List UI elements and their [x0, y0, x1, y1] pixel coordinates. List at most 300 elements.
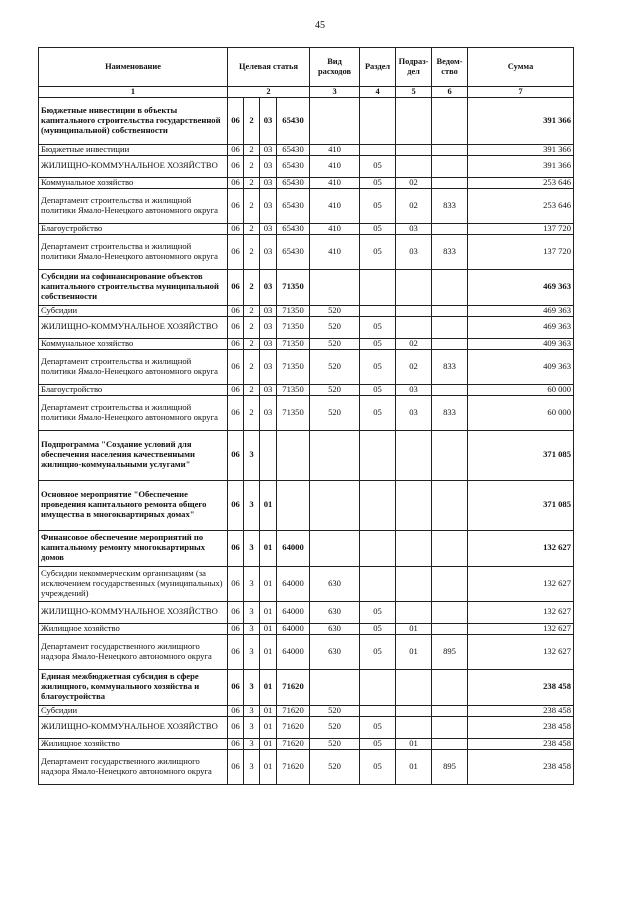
department-cell	[432, 430, 468, 480]
subsection-cell: 03	[396, 234, 432, 269]
row-name-cell: Благоустройство	[39, 223, 228, 234]
row-name-cell: Департамент государственного жилищного надзора Ямало-Ненецкого автономного округа	[39, 749, 228, 784]
sum-cell: 137 720	[468, 234, 574, 269]
row-name-cell: Департамент строительства и жилищной политики Ямало-Ненецкого автономного округа	[39, 188, 228, 223]
target-code-event-cell: 03	[260, 305, 277, 316]
sum-cell: 371 085	[468, 480, 574, 530]
department-cell	[432, 155, 468, 177]
target-code-subprogram-cell: 3	[244, 430, 260, 480]
target-code-program-cell: 06	[228, 716, 244, 738]
header-subsection: Подраз-дел	[396, 48, 432, 87]
section-cell	[360, 480, 396, 530]
target-code-direction-cell: 65430	[277, 177, 310, 188]
section-cell: 05	[360, 188, 396, 223]
table-row	[39, 669, 574, 705]
table-row	[39, 716, 574, 738]
subsection-cell	[396, 269, 432, 305]
section-cell: 05	[360, 384, 396, 395]
table-row	[39, 223, 574, 234]
department-cell	[432, 623, 468, 634]
department-cell	[432, 144, 468, 155]
target-code-subprogram-cell: 3	[244, 601, 260, 623]
target-code-event-cell: 03	[260, 269, 277, 305]
row-name-cell: Департамент государственного жилищного надзора Ямало-Ненецкого автономного округа	[39, 634, 228, 669]
expense-type-cell: 410	[310, 223, 360, 234]
target-code-subprogram-cell: 3	[244, 634, 260, 669]
section-cell: 05	[360, 749, 396, 784]
subsection-cell	[396, 480, 432, 530]
section-cell: 05	[360, 634, 396, 669]
target-code-subprogram-cell: 3	[244, 566, 260, 601]
target-code-program-cell: 06	[228, 234, 244, 269]
sum-cell: 371 085	[468, 430, 574, 480]
section-cell: 05	[360, 234, 396, 269]
header-department: Ведом-ство	[432, 48, 468, 87]
row-name-cell: Жилищное хозяйство	[39, 623, 228, 634]
department-cell	[432, 338, 468, 349]
target-code-direction-cell: 71350	[277, 316, 310, 338]
target-code-subprogram-cell: 2	[244, 97, 260, 144]
subsection-cell	[396, 97, 432, 144]
sum-cell: 137 720	[468, 223, 574, 234]
subsection-cell	[396, 305, 432, 316]
expense-type-cell: 520	[310, 349, 360, 384]
budget-table	[38, 47, 574, 785]
header-expense-type: Вид расходов	[310, 48, 360, 87]
section-cell: 05	[360, 338, 396, 349]
row-name-cell: ЖИЛИЩНО-КОММУНАЛЬНОЕ ХОЗЯЙСТВО	[39, 155, 228, 177]
row-name-cell: Субсидии	[39, 305, 228, 316]
subsection-cell: 02	[396, 188, 432, 223]
table-row	[39, 738, 574, 749]
target-code-event-cell: 01	[260, 623, 277, 634]
table-row	[39, 188, 574, 223]
expense-type-cell: 630	[310, 566, 360, 601]
target-code-event-cell: 03	[260, 316, 277, 338]
target-code-direction-cell: 71350	[277, 384, 310, 395]
target-code-event-cell: 01	[260, 480, 277, 530]
expense-type-cell: 410	[310, 188, 360, 223]
subsection-cell	[396, 144, 432, 155]
target-code-direction-cell: 71620	[277, 738, 310, 749]
expense-type-cell	[310, 480, 360, 530]
target-code-subprogram-cell: 2	[244, 234, 260, 269]
expense-type-cell: 520	[310, 738, 360, 749]
subsection-cell: 01	[396, 623, 432, 634]
target-code-program-cell: 06	[228, 144, 244, 155]
expense-type-cell: 520	[310, 338, 360, 349]
sum-cell: 238 458	[468, 716, 574, 738]
expense-type-cell: 410	[310, 177, 360, 188]
department-cell	[432, 705, 468, 716]
target-code-program-cell: 06	[228, 349, 244, 384]
target-code-subprogram-cell: 2	[244, 316, 260, 338]
target-code-program-cell: 06	[228, 97, 244, 144]
subsection-cell: 02	[396, 177, 432, 188]
sum-cell: 469 363	[468, 316, 574, 338]
target-code-direction-cell: 64000	[277, 601, 310, 623]
table-header-row	[39, 48, 574, 87]
department-cell: 833	[432, 395, 468, 430]
page-number: 45	[315, 20, 325, 31]
department-cell	[432, 316, 468, 338]
expense-type-cell	[310, 669, 360, 705]
table-row	[39, 97, 574, 144]
target-code-subprogram-cell: 3	[244, 623, 260, 634]
target-code-event-cell: 03	[260, 155, 277, 177]
column-number: 3	[310, 87, 360, 98]
row-name-cell: Коммунальное хозяйство	[39, 177, 228, 188]
target-code-subprogram-cell: 3	[244, 530, 260, 566]
sum-cell: 409 363	[468, 349, 574, 384]
target-code-subprogram-cell: 3	[244, 749, 260, 784]
row-name-cell: ЖИЛИЩНО-КОММУНАЛЬНОЕ ХОЗЯЙСТВО	[39, 716, 228, 738]
target-code-program-cell: 06	[228, 601, 244, 623]
department-cell: 833	[432, 349, 468, 384]
row-name-cell: Благоустройство	[39, 384, 228, 395]
table-row	[39, 144, 574, 155]
target-code-program-cell: 06	[228, 738, 244, 749]
target-code-subprogram-cell: 3	[244, 480, 260, 530]
subsection-cell	[396, 316, 432, 338]
department-cell	[432, 223, 468, 234]
target-code-subprogram-cell: 2	[244, 155, 260, 177]
target-code-event-cell: 03	[260, 97, 277, 144]
target-code-direction-cell: 65430	[277, 234, 310, 269]
section-cell: 05	[360, 223, 396, 234]
expense-type-cell: 520	[310, 305, 360, 316]
expense-type-cell: 520	[310, 395, 360, 430]
table-row	[39, 384, 574, 395]
table-row	[39, 430, 574, 480]
target-code-program-cell: 06	[228, 177, 244, 188]
table-row	[39, 349, 574, 384]
section-cell: 05	[360, 601, 396, 623]
target-code-direction-cell: 65430	[277, 188, 310, 223]
target-code-subprogram-cell: 3	[244, 705, 260, 716]
target-code-direction-cell: 64000	[277, 623, 310, 634]
sum-cell: 391 366	[468, 144, 574, 155]
row-name-cell: Субсидии	[39, 705, 228, 716]
expense-type-cell: 630	[310, 601, 360, 623]
section-cell: 05	[360, 155, 396, 177]
target-code-program-cell: 06	[228, 669, 244, 705]
target-code-event-cell: 03	[260, 384, 277, 395]
column-number: 5	[396, 87, 432, 98]
sum-cell: 253 646	[468, 177, 574, 188]
subsection-cell	[396, 705, 432, 716]
target-code-program-cell: 06	[228, 480, 244, 530]
subsection-cell: 03	[396, 223, 432, 234]
target-code-direction-cell: 71350	[277, 305, 310, 316]
header-target-article: Целевая статья	[228, 48, 310, 87]
table-row	[39, 634, 574, 669]
expense-type-cell: 520	[310, 716, 360, 738]
sum-cell: 391 366	[468, 97, 574, 144]
section-cell: 05	[360, 316, 396, 338]
row-name-cell: ЖИЛИЩНО-КОММУНАЛЬНОЕ ХОЗЯЙСТВО	[39, 601, 228, 623]
sum-cell: 132 627	[468, 566, 574, 601]
target-code-program-cell: 06	[228, 316, 244, 338]
section-cell	[360, 97, 396, 144]
section-cell	[360, 669, 396, 705]
expense-type-cell: 630	[310, 634, 360, 669]
target-code-direction-cell	[277, 430, 310, 480]
target-code-program-cell: 06	[228, 634, 244, 669]
column-number: 7	[468, 87, 574, 98]
table-row	[39, 480, 574, 530]
target-code-event-cell: 03	[260, 177, 277, 188]
target-code-direction-cell: 71350	[277, 338, 310, 349]
table-row	[39, 269, 574, 305]
section-cell	[360, 305, 396, 316]
target-code-subprogram-cell: 3	[244, 669, 260, 705]
sum-cell: 238 458	[468, 705, 574, 716]
table-row	[39, 395, 574, 430]
sum-cell: 60 000	[468, 395, 574, 430]
department-cell: 833	[432, 188, 468, 223]
row-name-cell: Департамент строительства и жилищной политики Ямало-Ненецкого автономного округа	[39, 395, 228, 430]
department-cell	[432, 177, 468, 188]
subsection-cell	[396, 669, 432, 705]
row-name-cell: Подпрограмма "Создание условий для обеспечения населения качественными жилищно-коммунальными услугами"	[39, 430, 228, 480]
header-name: Наименование	[39, 48, 228, 87]
expense-type-cell	[310, 97, 360, 144]
expense-type-cell	[310, 530, 360, 566]
column-number: 6	[432, 87, 468, 98]
table-row	[39, 316, 574, 338]
target-code-subprogram-cell: 2	[244, 223, 260, 234]
target-code-program-cell: 06	[228, 395, 244, 430]
sum-cell: 409 363	[468, 338, 574, 349]
subsection-cell: 03	[396, 395, 432, 430]
target-code-program-cell: 06	[228, 269, 244, 305]
target-code-direction-cell: 65430	[277, 144, 310, 155]
row-name-cell: Департамент строительства и жилищной политики Ямало-Ненецкого автономного округа	[39, 349, 228, 384]
table-row	[39, 623, 574, 634]
row-name-cell: ЖИЛИЩНО-КОММУНАЛЬНОЕ ХОЗЯЙСТВО	[39, 316, 228, 338]
header-sum: Сумма	[468, 48, 574, 87]
expense-type-cell	[310, 269, 360, 305]
department-cell	[432, 305, 468, 316]
sum-cell: 132 627	[468, 634, 574, 669]
header-section: Раздел	[360, 48, 396, 87]
section-cell	[360, 269, 396, 305]
row-name-cell: Единая межбюджетная субсидия в сфере жилищного, коммунального хозяйства и благоустройства	[39, 669, 228, 705]
section-cell	[360, 566, 396, 601]
target-code-event-cell: 03	[260, 338, 277, 349]
sum-cell: 132 627	[468, 601, 574, 623]
subsection-cell: 03	[396, 384, 432, 395]
target-code-event-cell: 01	[260, 601, 277, 623]
subsection-cell: 01	[396, 738, 432, 749]
subsection-cell: 01	[396, 634, 432, 669]
subsection-cell	[396, 601, 432, 623]
target-code-program-cell: 06	[228, 384, 244, 395]
expense-type-cell: 410	[310, 144, 360, 155]
row-name-cell: Субсидии на софинансирование объектов капитального строительства муниципальной собственности	[39, 269, 228, 305]
sum-cell: 238 458	[468, 738, 574, 749]
sum-cell: 469 363	[468, 269, 574, 305]
expense-type-cell: 520	[310, 316, 360, 338]
department-cell	[432, 566, 468, 601]
department-cell	[432, 669, 468, 705]
section-cell: 05	[360, 623, 396, 634]
target-code-program-cell: 06	[228, 705, 244, 716]
section-cell	[360, 705, 396, 716]
department-cell: 895	[432, 749, 468, 784]
row-name-cell: Департамент строительства и жилищной политики Ямало-Ненецкого автономного округа	[39, 234, 228, 269]
table-row	[39, 601, 574, 623]
target-code-program-cell: 06	[228, 338, 244, 349]
target-code-event-cell: 01	[260, 634, 277, 669]
target-code-subprogram-cell: 2	[244, 384, 260, 395]
sum-cell: 238 458	[468, 749, 574, 784]
table-row	[39, 566, 574, 601]
table-row	[39, 234, 574, 269]
expense-type-cell: 410	[310, 155, 360, 177]
sum-cell: 238 458	[468, 669, 574, 705]
target-code-subprogram-cell: 2	[244, 395, 260, 430]
target-code-subprogram-cell: 2	[244, 305, 260, 316]
target-code-subprogram-cell: 2	[244, 338, 260, 349]
target-code-direction-cell: 65430	[277, 97, 310, 144]
subsection-cell: 01	[396, 749, 432, 784]
section-cell: 05	[360, 716, 396, 738]
department-cell	[432, 97, 468, 144]
target-code-direction-cell: 71620	[277, 749, 310, 784]
target-code-event-cell: 03	[260, 349, 277, 384]
sum-cell: 60 000	[468, 384, 574, 395]
target-code-event-cell: 01	[260, 716, 277, 738]
target-code-event-cell	[260, 430, 277, 480]
table-row	[39, 749, 574, 784]
target-code-subprogram-cell: 3	[244, 738, 260, 749]
row-name-cell: Жилищное хозяйство	[39, 738, 228, 749]
target-code-direction-cell: 64000	[277, 634, 310, 669]
table-row	[39, 338, 574, 349]
target-code-program-cell: 06	[228, 623, 244, 634]
target-code-direction-cell: 65430	[277, 155, 310, 177]
target-code-direction-cell	[277, 480, 310, 530]
section-cell	[360, 530, 396, 566]
target-code-subprogram-cell: 3	[244, 716, 260, 738]
section-cell: 05	[360, 177, 396, 188]
department-cell	[432, 530, 468, 566]
target-code-direction-cell: 71350	[277, 395, 310, 430]
department-cell	[432, 384, 468, 395]
target-code-program-cell: 06	[228, 155, 244, 177]
target-code-program-cell: 06	[228, 530, 244, 566]
department-cell	[432, 738, 468, 749]
department-cell	[432, 480, 468, 530]
section-cell: 05	[360, 395, 396, 430]
table-row	[39, 530, 574, 566]
target-code-subprogram-cell: 2	[244, 269, 260, 305]
target-code-subprogram-cell: 2	[244, 188, 260, 223]
target-code-subprogram-cell: 2	[244, 177, 260, 188]
department-cell	[432, 716, 468, 738]
column-number: 1	[39, 87, 228, 98]
section-cell: 05	[360, 349, 396, 384]
target-code-program-cell: 06	[228, 305, 244, 316]
row-name-cell: Основное мероприятие "Обеспечение проведения капитального ремонта общего имущества в многоквартирных домах"	[39, 480, 228, 530]
sum-cell: 132 627	[468, 623, 574, 634]
section-cell: 05	[360, 738, 396, 749]
target-code-event-cell: 01	[260, 705, 277, 716]
sum-cell: 253 646	[468, 188, 574, 223]
section-cell	[360, 144, 396, 155]
target-code-direction-cell: 65430	[277, 223, 310, 234]
expense-type-cell: 520	[310, 384, 360, 395]
subsection-cell	[396, 566, 432, 601]
row-name-cell: Финансовое обеспечение мероприятий по капитальному ремонту многоквартирных домов	[39, 530, 228, 566]
subsection-cell: 02	[396, 338, 432, 349]
expense-type-cell: 520	[310, 705, 360, 716]
table-row	[39, 177, 574, 188]
department-cell: 833	[432, 234, 468, 269]
sum-cell: 132 627	[468, 530, 574, 566]
expense-type-cell: 410	[310, 234, 360, 269]
target-code-direction-cell: 71350	[277, 349, 310, 384]
target-code-event-cell: 03	[260, 144, 277, 155]
row-name-cell: Бюджетные инвестиции	[39, 144, 228, 155]
target-code-direction-cell: 64000	[277, 566, 310, 601]
target-code-program-cell: 06	[228, 566, 244, 601]
target-code-direction-cell: 71620	[277, 716, 310, 738]
target-code-subprogram-cell: 2	[244, 144, 260, 155]
target-code-event-cell: 01	[260, 749, 277, 784]
target-code-event-cell: 01	[260, 669, 277, 705]
target-code-event-cell: 01	[260, 738, 277, 749]
target-code-program-cell: 06	[228, 749, 244, 784]
target-code-event-cell: 03	[260, 395, 277, 430]
target-code-subprogram-cell: 2	[244, 349, 260, 384]
target-code-direction-cell: 71620	[277, 669, 310, 705]
row-name-cell: Субсидии некоммерческим организациям (за исключением государственных (муниципальных) учреждений)	[39, 566, 228, 601]
expense-type-cell: 520	[310, 749, 360, 784]
target-code-event-cell: 03	[260, 223, 277, 234]
target-code-event-cell: 01	[260, 566, 277, 601]
department-cell	[432, 269, 468, 305]
table-row	[39, 305, 574, 316]
department-cell: 895	[432, 634, 468, 669]
row-name-cell: Коммунальное хозяйство	[39, 338, 228, 349]
row-name-cell: Бюджетные инвестиции в объекты капитального строительства государственной (муниципальной) собственности	[39, 97, 228, 144]
section-cell	[360, 430, 396, 480]
column-number: 4	[360, 87, 396, 98]
sum-cell: 391 366	[468, 155, 574, 177]
sum-cell: 469 363	[468, 305, 574, 316]
subsection-cell	[396, 716, 432, 738]
subsection-cell	[396, 430, 432, 480]
target-code-event-cell: 01	[260, 530, 277, 566]
target-code-event-cell: 03	[260, 234, 277, 269]
table-row	[39, 155, 574, 177]
subsection-cell: 02	[396, 349, 432, 384]
subsection-cell	[396, 530, 432, 566]
column-number-row	[39, 87, 574, 98]
expense-type-cell	[310, 430, 360, 480]
subsection-cell	[396, 155, 432, 177]
table-row	[39, 705, 574, 716]
target-code-program-cell: 06	[228, 223, 244, 234]
expense-type-cell: 630	[310, 623, 360, 634]
target-code-event-cell: 03	[260, 188, 277, 223]
target-code-program-cell: 06	[228, 430, 244, 480]
column-number: 2	[228, 87, 310, 98]
target-code-direction-cell: 64000	[277, 530, 310, 566]
